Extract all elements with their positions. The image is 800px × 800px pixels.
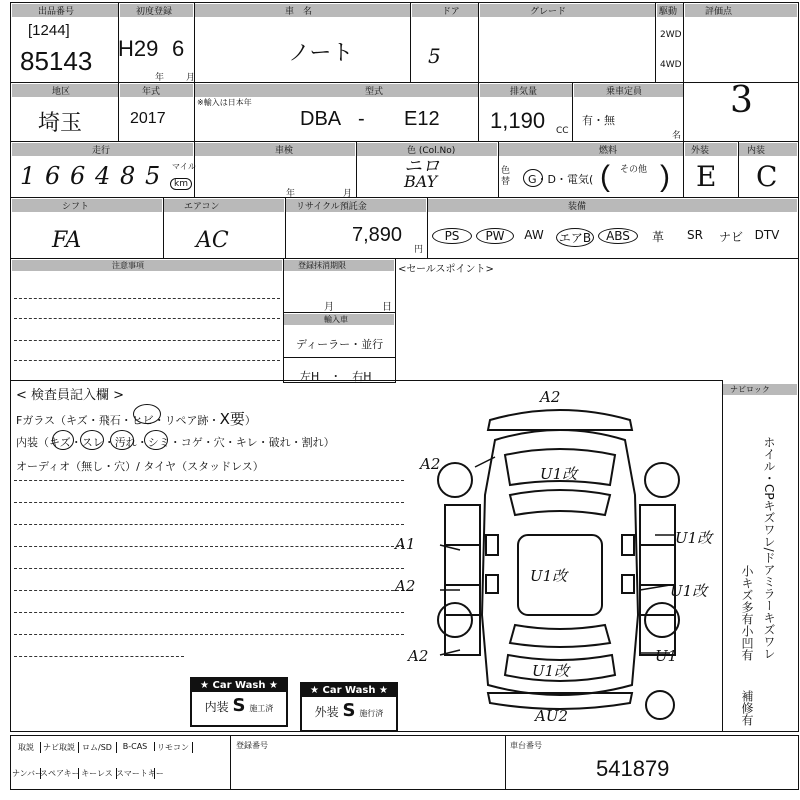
model-code: E12: [404, 108, 440, 130]
v-ac: [285, 197, 286, 258]
equipment-5: 革: [651, 230, 664, 244]
v-shift: [163, 197, 164, 258]
v-name: [410, 2, 411, 82]
seats-yes-no: 有・無: [582, 114, 615, 127]
car-name: ノート: [288, 40, 354, 65]
ac-label: エアコン: [164, 199, 284, 212]
v-grade: [655, 2, 656, 82]
side-note-1: ホイル・CPキズワレ/ドアミラーキズワレ: [762, 436, 776, 660]
equipment-6: SR: [687, 228, 703, 242]
damage-mark: U1: [655, 647, 678, 665]
sheet-border: [10, 2, 799, 732]
chassis-label: 車台番号: [510, 741, 542, 750]
model-year-value: 2017: [130, 110, 166, 127]
era-year: H29: [118, 36, 159, 61]
seats-unit: 名: [672, 131, 682, 141]
damage-mark: U1改: [532, 662, 570, 680]
reg-divider-2: [283, 357, 396, 358]
damage-mark: U1改: [670, 582, 708, 600]
inspector-line-1: Fガラス（キズ・飛石・ヒビ・リペア跡・X要）: [16, 410, 256, 428]
mile-unit: マイル: [172, 162, 196, 171]
inspection-month-unit: 月: [343, 189, 353, 199]
model-year-label: 年式: [120, 84, 193, 97]
color-change-label: 色替: [501, 166, 511, 187]
key-item: ナビ取説: [40, 742, 79, 753]
score-value: 3: [730, 80, 753, 121]
region-value: 埼玉: [38, 110, 83, 135]
inspection-year-unit: 年: [286, 189, 296, 199]
car-wash-title: ★ Car Wash ★: [192, 679, 286, 692]
car-wash-exterior-grade: S: [342, 700, 356, 721]
fuel-paren-open: (: [600, 160, 610, 193]
side-note-2: 小キズ多有: [740, 565, 754, 625]
mileage-digit: 4: [95, 162, 111, 190]
year-label: 初度登録: [120, 4, 193, 17]
row4-bottom: [10, 258, 799, 259]
first-reg-month: 6: [172, 36, 185, 61]
damage-mark: U1改: [540, 465, 578, 483]
exterior-grade: E: [696, 160, 717, 193]
displacement-label: 排気量: [480, 84, 572, 97]
import-note: ※輸入は日本年: [197, 98, 252, 107]
v-footer-1: [230, 735, 231, 790]
door-value: 5: [428, 44, 441, 68]
footer-border: [10, 735, 799, 790]
lot-number: 85143: [20, 46, 93, 76]
ac-value: AC: [196, 228, 229, 253]
car-wash-interior-label: 内装: [204, 700, 229, 714]
color-handwritten: ニロ: [404, 156, 440, 177]
sales-point-label: <セールスポイント>: [398, 264, 494, 275]
chassis-number: 541879: [596, 756, 670, 781]
v-exterior: [738, 141, 739, 197]
car-wash-interior-grade: S: [232, 695, 246, 716]
mileage-label: 走行: [12, 143, 193, 156]
reg-divider: [283, 312, 396, 313]
recycle-label: リサイクル預託金: [286, 199, 426, 212]
interior-label: 内装: [739, 143, 797, 156]
mileage-digit: 5: [145, 162, 161, 190]
car-wash-title-2: ★ Car Wash ★: [302, 684, 396, 697]
score-label: 評価点: [685, 4, 797, 17]
door-label: ドア: [412, 4, 478, 17]
car-wash-interior-done: 施工済: [249, 704, 274, 713]
damage-mark: A2: [540, 388, 561, 406]
registration-label: 登録抹消期限: [284, 260, 394, 271]
v-drive: [683, 2, 684, 197]
drive-label: 駆動: [657, 4, 683, 17]
damage-mark: U1改: [675, 529, 713, 547]
v-recycle: [427, 197, 428, 258]
key-item: B-CAS: [116, 742, 155, 751]
seats-label: 乗車定員: [574, 84, 683, 97]
grade-label: グレード: [480, 4, 655, 17]
car-wash-exterior-done: 施行済: [359, 709, 384, 718]
car-wash-exterior-label: 外装: [314, 705, 339, 719]
displacement-value: 1,190: [490, 108, 546, 133]
color-label: 色 (Col.No): [357, 143, 497, 156]
shift-value: FA: [52, 228, 82, 253]
month-unit: 月: [186, 73, 196, 83]
model-code-label: 型式: [195, 84, 478, 97]
caution-label: 注意事項: [12, 260, 282, 271]
steering-option: 左H ・ 右H: [300, 370, 372, 383]
v-mileage: [194, 141, 195, 197]
v-color: [498, 141, 499, 197]
equipment-7: ナビ: [718, 230, 743, 244]
row1-bottom: [10, 82, 799, 83]
fuel-close: ): [660, 160, 670, 193]
drive-2wd: 2WD: [660, 30, 682, 40]
v-footer-2: [505, 735, 506, 790]
damage-mark: AU2: [535, 707, 569, 725]
equipment-1: PW: [476, 228, 514, 244]
shift-label: シフト: [12, 199, 162, 212]
v-year: [194, 2, 195, 141]
fuel-other: その他: [620, 165, 648, 175]
key-item: スペアキー: [40, 769, 80, 778]
damage-mark: U1改: [530, 567, 568, 585]
fuel-label: 燃料: [499, 143, 683, 156]
color-handwritten-2: BAY: [404, 172, 438, 191]
dealer-option: ディーラー・並行: [296, 338, 384, 351]
lock-label: ナビロック: [722, 384, 797, 395]
inspector-title: < 検査員記入欄 >: [16, 388, 125, 403]
interior-grade: C: [756, 160, 778, 193]
inspector-line-3: オーディオ（無し・穴）/ タイヤ（スタッドレス）: [16, 460, 264, 473]
equipment-0: PS: [432, 228, 472, 244]
mileage-digit: 1: [20, 162, 36, 190]
recycle-amount: 7,890: [352, 224, 403, 246]
key-item: ロム/SD: [78, 742, 117, 753]
key-item: ナンバー: [12, 769, 44, 778]
name-label: 車 名: [195, 4, 410, 17]
lot-label: 出品番号: [12, 4, 118, 17]
reg-day-unit: 日: [382, 302, 392, 313]
mileage-digit: 8: [120, 162, 136, 190]
year-unit: 年: [155, 73, 165, 83]
reg-month-unit: 月: [324, 302, 334, 313]
key-item: リモコン: [154, 742, 193, 753]
damage-mark: A1: [395, 535, 416, 553]
inspector-line-2: 内装（キズ・スレ・汚れ・シミ・コゲ・穴・キレ・破れ・割れ）: [16, 436, 335, 449]
damage-mark: A2: [420, 455, 441, 473]
model-prefix: DBA: [300, 108, 342, 130]
inspection-label: 車検: [195, 143, 355, 156]
equipment-label: 装備: [428, 199, 797, 212]
v-side: [722, 380, 723, 732]
key-item: 取説: [12, 742, 41, 753]
reg-number-label: 登録番号: [236, 741, 268, 750]
side-note-4: 補修有: [740, 690, 754, 726]
cc-unit: CC: [556, 126, 569, 136]
row2-bottom: [10, 141, 799, 142]
equipment-3: エアB: [556, 228, 594, 247]
mileage-digit: 6: [45, 162, 61, 190]
model-dash: -: [358, 108, 365, 130]
key-item: スマートキー: [116, 769, 164, 778]
v-lot: [118, 2, 119, 141]
lot-bracket: [1244]: [28, 22, 70, 39]
import-label: 輸入車: [284, 314, 394, 325]
fuel-options: G・D・電気(: [528, 173, 594, 186]
key-item: キーレス: [78, 768, 117, 779]
v-inspection: [356, 141, 357, 197]
equipment-2: AW: [524, 228, 544, 242]
km-unit: km: [170, 178, 192, 190]
damage-mark: A2: [408, 647, 429, 665]
equipment-8: DTV: [754, 228, 780, 242]
side-note-3: 小凹有: [740, 625, 754, 661]
row3-bottom: [10, 197, 799, 198]
exterior-label: 外装: [685, 143, 737, 156]
v-displacement: [572, 82, 573, 141]
registration-box: [283, 258, 396, 383]
v-door: [478, 2, 479, 141]
mileage-digit: 6: [70, 162, 86, 190]
damage-mark: A2: [395, 577, 416, 595]
yen-unit: 円: [414, 245, 424, 255]
equipment-4: ABS: [598, 228, 638, 244]
drive-4wd: 4WD: [660, 60, 682, 70]
region-label: 地区: [12, 84, 118, 97]
